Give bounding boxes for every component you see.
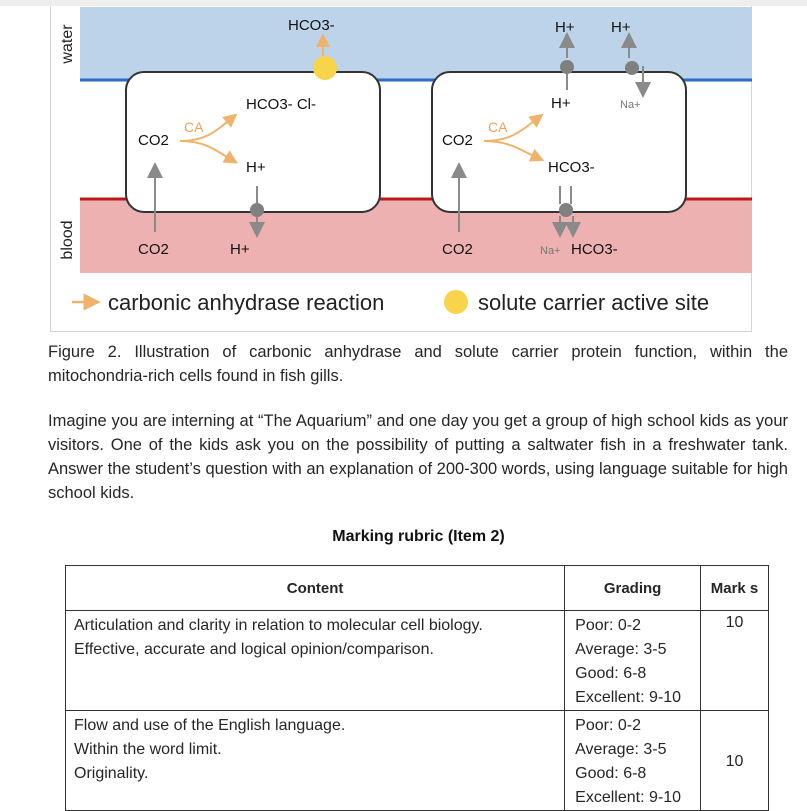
criteria-cell xyxy=(66,611,565,711)
left-proton-transporter xyxy=(250,203,264,217)
grading-cell xyxy=(565,611,701,711)
header-grading: Grading xyxy=(565,566,701,611)
grade-line: Excellent: 9-10 xyxy=(575,689,681,706)
left-water-hco3-label: HCO3- xyxy=(288,17,335,34)
left-h-inside: H+ xyxy=(246,159,266,176)
right-na-inside: Na+ xyxy=(620,99,641,111)
grade-line: Poor: 0-2 xyxy=(575,617,641,634)
left-exchange-label: HCO3- Cl- xyxy=(246,96,316,113)
criterion-line: Articulation and clarity in relation to molecular cell biology. xyxy=(74,617,483,634)
legend-active-site-icon xyxy=(444,290,468,314)
left-ca-label: CA xyxy=(184,119,204,135)
legend-active-site-label: solute carrier active site xyxy=(478,290,710,315)
right-ca-label: CA xyxy=(488,119,508,135)
grade-line: Average: 3-5 xyxy=(575,641,667,658)
grading-cell xyxy=(565,711,701,811)
rubric-header-row xyxy=(66,566,769,611)
rubric-row xyxy=(66,611,769,711)
anion-exchanger-site xyxy=(313,56,337,80)
right-water-h-2: H+ xyxy=(611,19,631,36)
blood-label: blood xyxy=(59,220,76,260)
marks-cell xyxy=(701,611,769,711)
marks-value: 10 xyxy=(725,753,744,770)
grade-line: Good: 6-8 xyxy=(575,765,647,782)
header-content: Content xyxy=(66,566,565,611)
marks-cell xyxy=(701,711,769,811)
water-label: water xyxy=(59,24,76,64)
grade-line: Excellent: 9-10 xyxy=(575,789,681,806)
rubric-title: Marking rubric (Item 2) xyxy=(332,528,505,545)
header-marks: Mark s xyxy=(701,566,769,611)
marking-rubric-table xyxy=(65,565,769,811)
water-region xyxy=(80,7,752,79)
figure-caption: Figure 2. Illustration of carbonic anhydrase and solute carrier protein function, within the mitochondria-rich cells found in fish gills. xyxy=(48,343,788,385)
right-co2-inside: CO2 xyxy=(442,132,473,149)
question-text: Imagine you are interning at “The Aquarium” and one day you get a group of high school kids as your visitors. One of the kids ask you on the possibility of putting a saltwater fish in a freshwater tank. Answer the student’s question with an explanation of 200-300 words, using language suitable for high school kids. xyxy=(48,412,788,502)
criterion-line: Originality. xyxy=(74,765,149,782)
grade-line: Average: 3-5 xyxy=(575,741,667,758)
criterion-line: Effective, accurate and logical opinion/comparison. xyxy=(74,641,434,658)
right-water-h-1: H+ xyxy=(555,19,575,36)
rubric-row xyxy=(66,711,769,811)
criterion-line: Flow and use of the English language. xyxy=(74,717,346,734)
gill-cell-diagram xyxy=(0,0,807,335)
left-co2-blood: CO2 xyxy=(138,241,169,258)
right-hco3-inside: HCO3- xyxy=(548,159,595,176)
right-na-blood: Na+ xyxy=(540,245,561,257)
right-co2-blood: CO2 xyxy=(442,241,473,258)
criteria-cell xyxy=(66,711,565,811)
grade-line: Poor: 0-2 xyxy=(575,717,641,734)
criterion-line: Within the word limit. xyxy=(74,741,222,758)
right-hco3-blood: HCO3- xyxy=(571,241,618,258)
left-h-blood: H+ xyxy=(230,241,250,258)
right-nbc-transporter xyxy=(559,203,573,217)
legend-reaction-label: carbonic anhydrase reaction xyxy=(108,290,385,315)
right-h-inside: H+ xyxy=(551,95,571,112)
grade-line: Good: 6-8 xyxy=(575,665,647,682)
left-co2-inside: CO2 xyxy=(138,132,169,149)
right-proton-pump xyxy=(560,60,574,74)
marks-value: 10 xyxy=(725,614,744,631)
right-nhe-transporter xyxy=(625,61,639,75)
